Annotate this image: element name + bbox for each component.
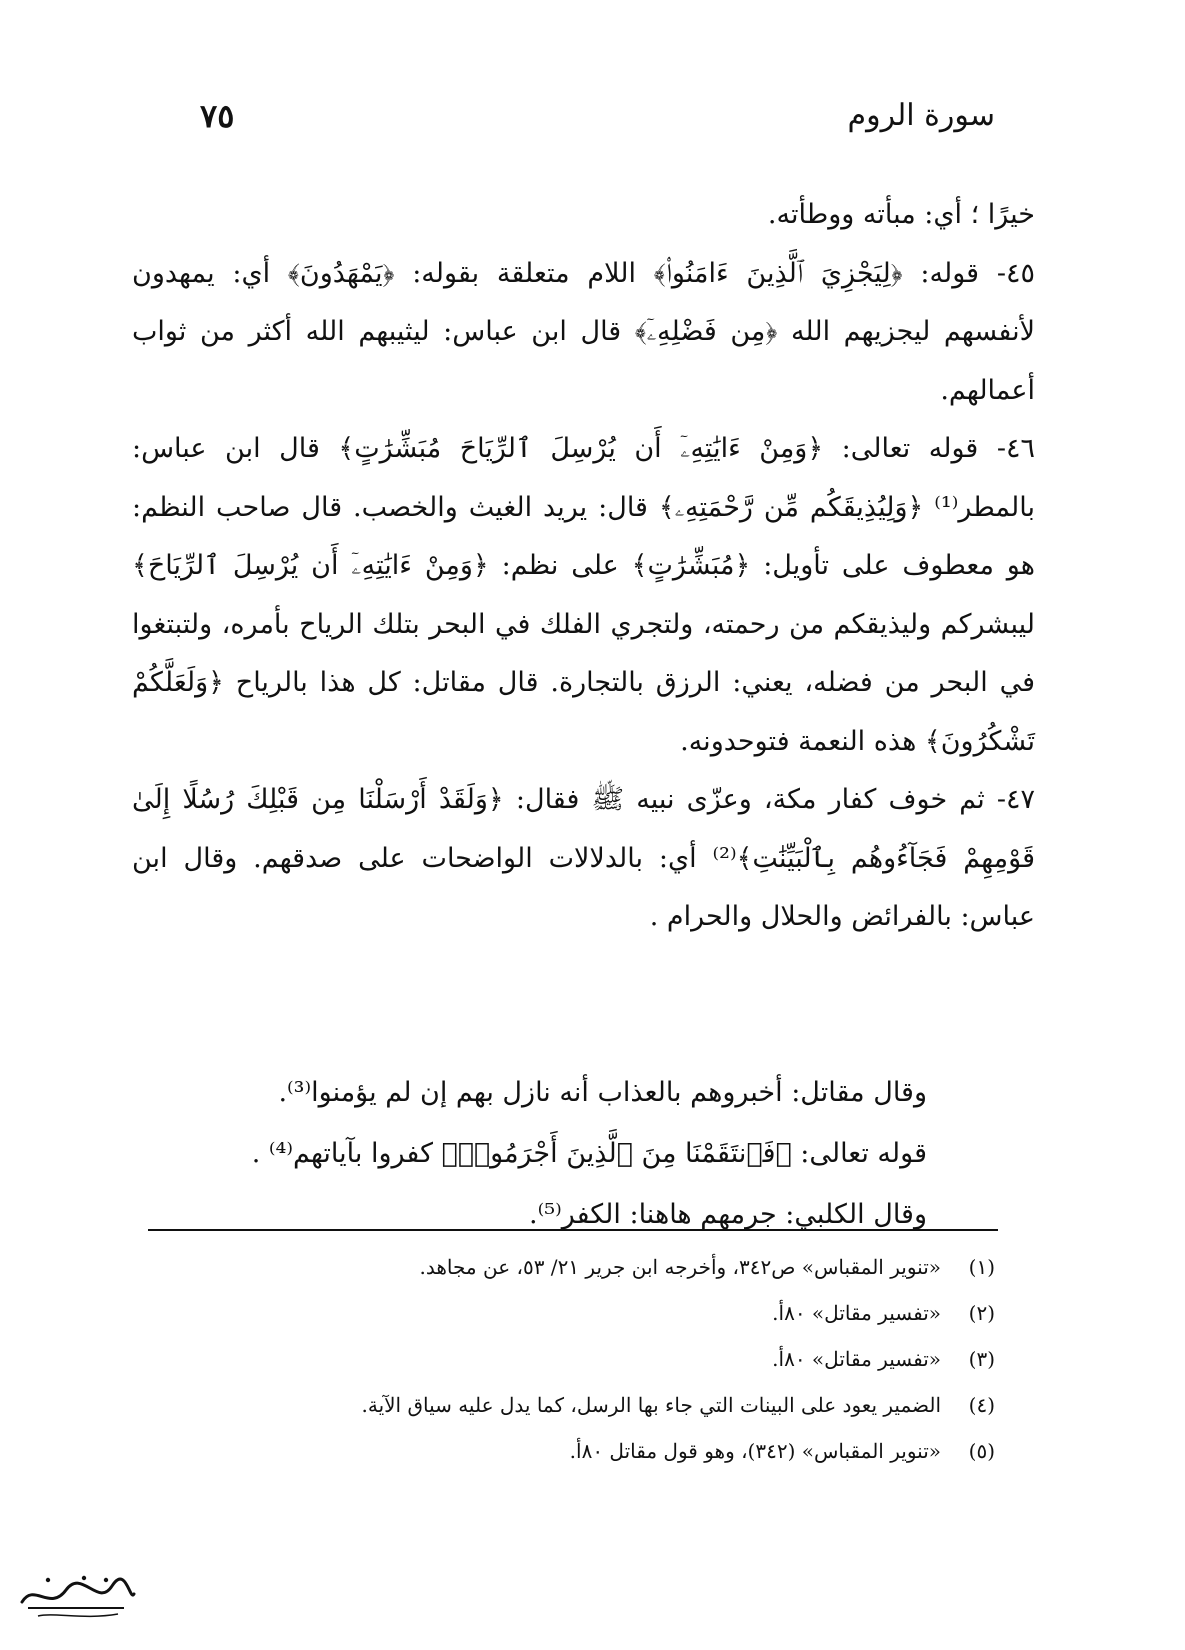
footnote-text: «تفسير مقاتل» ٨٠أ.: [772, 1347, 941, 1371]
footnote-text: الضمير يعود على البينات التي جاء بها الرسل، كما يدل عليه سياق الآية.: [361, 1393, 941, 1417]
stamp-mark-icon: [14, 1572, 138, 1624]
footnote-marker: (٣): [968, 1347, 995, 1371]
publisher-stamp-logo: [14, 1572, 138, 1624]
footnote-marker: (٥): [968, 1439, 995, 1463]
footnote-text: «تفسير مقاتل» ٨٠أ.: [772, 1301, 941, 1325]
paragraph-verse-47: ٤٧- ثم خوف كفار مكة، وعزّى نبيه ﷺ فقال: ﴿وَلَقَدْ أَرْسَلْنَا مِن قَبْلِكَ رُسُلًا إِلَىٰ قَوْمِهِمْ فَجَآءُوهُم بِٱلْبَيِّنَٰتِ﴾⁽²⁾ أي: بالدلالات الواضحات على صدقهم. وقال ابن عباس: بالفرائض والحلال والحرام .: [132, 784, 1035, 932]
footnote-1: [180, 1244, 995, 1290]
paragraph-verse-45: ٤٥- قوله: ﴿لِيَجْزِيَ ٱلَّذِينَ ءَامَنُوا۟﴾ اللام متعلقة بقوله: ﴿يَمْهَدُونَ﴾ أي: يمهدون لأنفسهم ليجزيهم الله ﴿مِن فَضْلِهِۦٓ﴾ قال ابن عباس: ليثيبهم الله أكثر من ثواب أعمالهم.: [132, 257, 1035, 406]
page-number: ٧٥: [200, 97, 235, 135]
paragraph-verse-46: ٤٦- قوله تعالى: ﴿وَمِنْ ءَايَٰتِهِۦٓ أَن يُرْسِلَ ٱلرِّيَاحَ مُبَشِّرَٰتٍ﴾ قال ابن عباس: بالمطر⁽¹⁾ ﴿وَلِيُذِيقَكُم مِّن رَّحْمَتِهِۦ﴾ قال: يريد الغيث والخصب. قال صاحب النظم: هو معطوف على تأويل: ﴿مُبَشِّرَٰتٍ﴾ على نظم: ﴿وَمِنْ ءَايَٰتِهِۦٓ أَن يُرْسِلَ ٱلرِّيَاحَ﴾ ليبشركم وليذيقكم من رحمته، ولتجري الفلك في البحر بتلك الرياح بأمره، ولتبتغوا في البحر من فضله، يعني: الرزق بالتجارة. قال مقاتل: كل هذا بالرياح ﴿وَلَعَلَّكُمْ تَشْكُرُونَ﴾ هذه النعمة فتوحدونه.: [132, 433, 1035, 757]
main-text: [132, 186, 1035, 947]
footnote-4: [180, 1382, 995, 1428]
footnote-divider: [148, 1229, 998, 1231]
footnote-text: «تنوير المقباس» (٣٤٢)، وهو قول مقاتل ٨٠أ.: [569, 1439, 941, 1463]
footnote-5: [180, 1428, 995, 1474]
footnote-marker: (٤): [968, 1393, 995, 1417]
paragraph-intro: خيرًا ؛ أي: مبأته ووطأته.: [767, 199, 1035, 230]
indented-lines: [160, 1062, 927, 1245]
footnote-text: «تنوير المقباس» ص٣٤٢، وأخرجه ابن جرير ٢١/ ٥٣، عن مجاهد.: [419, 1255, 941, 1279]
footnote-2: [180, 1290, 995, 1336]
footnote-3: [180, 1336, 995, 1382]
footnote-marker: (١): [968, 1255, 995, 1279]
footnotes: [180, 1244, 995, 1474]
chapter-title: سورة الروم: [847, 98, 995, 133]
line-muqatil: وقال مقاتل: أخبروهم بالعذاب أنه نازل بهم إن لم يؤمنوا⁽³⁾.: [278, 1077, 927, 1108]
footnote-marker: (٢): [968, 1301, 995, 1325]
line-verse-intiqam: قوله تعالى: ﴿فَٱنتَقَمْنَا مِنَ ٱلَّذِينَ أَجْرَمُوا۟﴾ كفروا بآياتهم⁽⁴⁾ .: [251, 1138, 927, 1169]
line-kalbi: وقال الكلبي: جرمهم هاهنا: الكفر⁽⁵⁾.: [529, 1199, 927, 1230]
page-header: [200, 92, 995, 140]
